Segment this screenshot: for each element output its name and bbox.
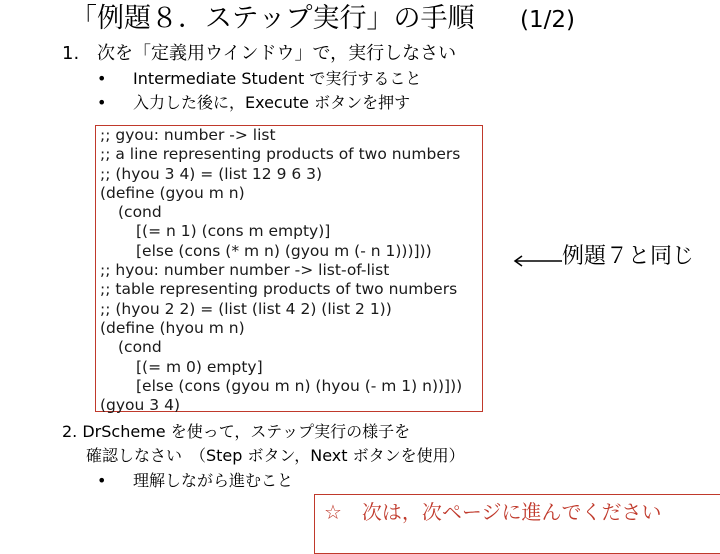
code-line: [else (cons (* m n) (gyou m (- n 1)))])): [136, 241, 432, 260]
code-line: (define (hyou m n): [100, 318, 245, 337]
code-line: [(= n 1) (cons m empty)]: [136, 222, 331, 241]
code-line: (define (gyou m n): [100, 183, 245, 202]
code-line: (cond: [118, 338, 162, 357]
bullet-text: Intermediate Student で実行すること: [133, 69, 422, 88]
code-line: ;; a line representing products of two numbers: [100, 145, 461, 164]
step2-line-2: 確認しなさい （Step ボタン，Next ボタンを使用）: [86, 446, 465, 465]
bullet-icon: •: [97, 69, 107, 88]
step1-text: 次を「定義用ウインドウ」で，実行しなさい: [97, 43, 457, 64]
code-line: (gyou 3 4): [100, 396, 180, 415]
side-note: 例題７と同じ: [562, 244, 695, 269]
code-block: [100, 126, 462, 415]
bullet-text: 理解しながら進むこと: [133, 471, 294, 490]
code-line: ;; hyou: number number -> list-of-list: [100, 261, 390, 280]
code-line: [(= m 0) empty]: [136, 357, 263, 376]
step2-line-1: 2. DrScheme を使って，ステップ実行の様子を: [62, 422, 411, 441]
bullet-text: 入力した後に，Execute ボタンを押す: [133, 93, 411, 112]
code-line: ;; table representing products of two numbers: [100, 280, 458, 299]
next-page-note: ☆ 次は，次ページに進んでください: [324, 500, 662, 524]
code-line: ;; (hyou 2 2) = (list (list 4 2) (list 2 1)): [100, 299, 392, 318]
bullet-icon: •: [97, 471, 107, 490]
code-line: [else (cons (gyou m n) (hyou (- m 1) n))])): [136, 376, 463, 395]
step2-bullet: [97, 469, 293, 492]
left-arrow-icon: [512, 254, 562, 268]
slide-title: 「例題８．ステップ実行」の手順: [70, 3, 475, 34]
code-line: (cond: [118, 203, 162, 222]
bullet-icon: •: [97, 93, 107, 112]
step1-bullet-1: [97, 68, 421, 90]
step1-number: 1.: [62, 43, 80, 64]
step1-bullet-2: [97, 92, 410, 114]
code-line: ;; gyou: number -> list: [100, 126, 276, 144]
code-line: ;; (hyou 3 4) = (list 12 9 6 3): [100, 164, 323, 183]
page-indicator: (1/2): [520, 7, 575, 33]
